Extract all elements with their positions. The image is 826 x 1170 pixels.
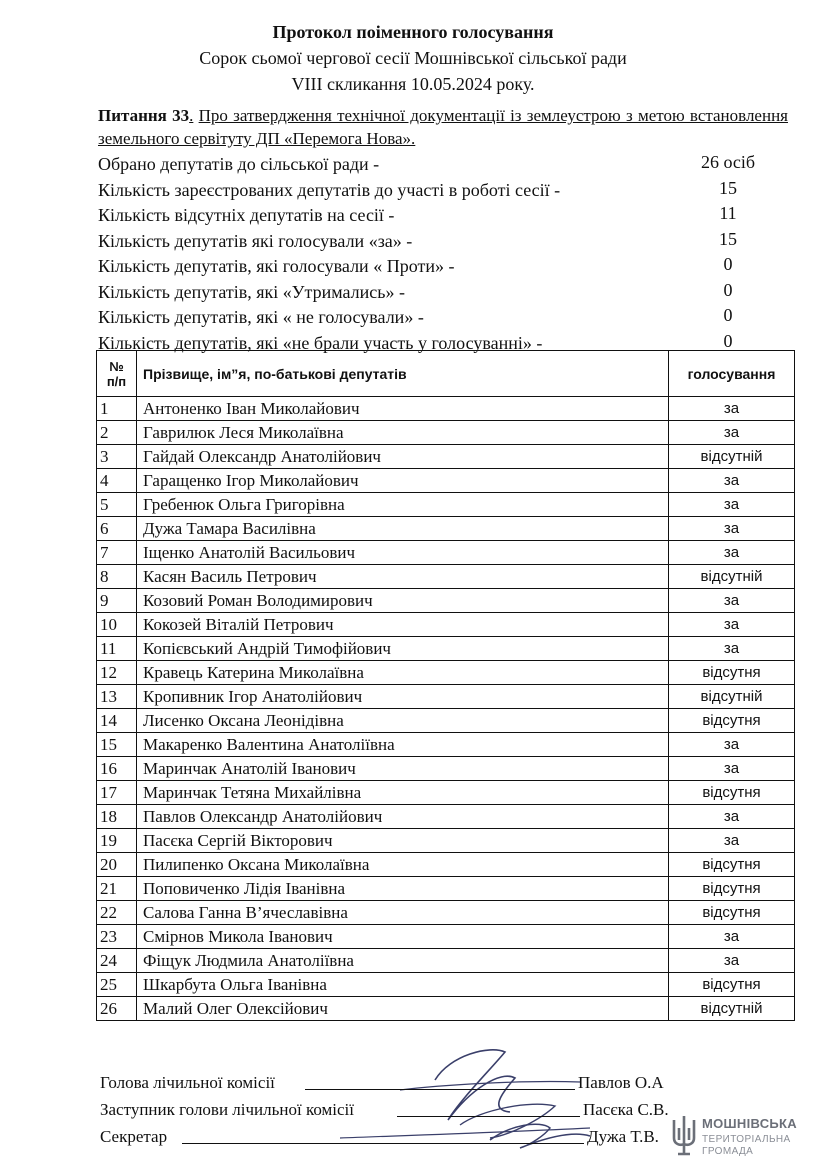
vote-result: відсутня	[669, 901, 795, 925]
row-number: 21	[97, 877, 137, 901]
stat-label: Кількість депутатів які голосували «за» -	[98, 230, 413, 251]
row-number: 11	[97, 637, 137, 661]
deputy-name: Гаврилюк Леся Миколаївна	[137, 421, 669, 445]
signature-row	[100, 1100, 700, 1127]
stat-value: 0	[723, 254, 733, 274]
vote-result: за	[669, 397, 795, 421]
row-number: 23	[97, 925, 137, 949]
vote-result: відсутня	[669, 973, 795, 997]
vote-result: за	[669, 517, 795, 541]
vote-result: відсутній	[669, 565, 795, 589]
deputy-name: Макаренко Валентина Анатоліївна	[137, 733, 669, 757]
row-number: 4	[97, 469, 137, 493]
deputy-name: Лисенко Оксана Леонідівна	[137, 709, 669, 733]
stat-value: 15	[719, 228, 737, 249]
stat-row	[98, 178, 788, 204]
row-number: 20	[97, 853, 137, 877]
deputy-name: Копієвський Андрій Тимофійович	[137, 637, 669, 661]
vote-result: за	[669, 757, 795, 781]
session-subtitle: Сорок сьомої чергової сесії Мошнівської сільської ради	[199, 48, 627, 68]
deputy-name: Антоненко Іван Миколайович	[137, 397, 669, 421]
signature-row	[100, 1073, 700, 1100]
table-row	[97, 757, 795, 781]
table-row	[97, 637, 795, 661]
row-number: 3	[97, 445, 137, 469]
row-number: 6	[97, 517, 137, 541]
stat-value: 0	[723, 330, 733, 351]
vote-result: за	[669, 589, 795, 613]
table-row	[97, 493, 795, 517]
vote-result: за	[669, 733, 795, 757]
vote-result: за	[669, 805, 795, 829]
vote-result: відсутня	[669, 709, 795, 733]
vote-result: відсутній	[669, 997, 795, 1021]
vote-result: за	[669, 421, 795, 445]
table-row	[97, 829, 795, 853]
stat-value: 15	[719, 177, 737, 198]
row-number: 9	[97, 589, 137, 613]
table-row	[97, 781, 795, 805]
stat-label: Обрано депутатів до сільської ради -	[98, 154, 380, 174]
table-row	[97, 565, 795, 589]
row-number: 12	[97, 661, 137, 685]
stat-value: 11	[719, 203, 737, 223]
row-number: 16	[97, 757, 137, 781]
row-number: 1	[97, 397, 137, 421]
row-number: 24	[97, 949, 137, 973]
deputy-name: Кокозей Віталій Петрович	[137, 613, 669, 637]
stat-row	[98, 203, 788, 229]
deputy-name: Іщенко Анатолій Васильович	[137, 541, 669, 565]
deputy-name: Павлов Олександр Анатолійович	[137, 805, 669, 829]
table-body	[97, 397, 795, 1021]
table-row	[97, 661, 795, 685]
vote-result: відсутня	[669, 661, 795, 685]
deputy-name: Маринчак Анатолій Іванович	[137, 757, 669, 781]
stat-row	[98, 280, 788, 306]
vote-result: відсутній	[669, 445, 795, 469]
signatures-block	[100, 1073, 700, 1154]
row-number: 17	[97, 781, 137, 805]
agenda-question	[98, 104, 788, 150]
table-row	[97, 397, 795, 421]
stat-label: Кількість депутатів, які «Утримались» -	[98, 281, 405, 302]
deputy-name: Малий Олег Олексійович	[137, 997, 669, 1021]
column-header-name: Прізвище, ім”я, по-батькові депутатів	[137, 351, 669, 397]
vote-result: відсутня	[669, 853, 795, 877]
convocation-date: VIII скликання 10.05.2024 року.	[291, 74, 535, 94]
vote-result: за	[669, 949, 795, 973]
deputy-name: Салова Ганна В’ячеславівна	[137, 901, 669, 925]
signature-role: Голова лічильної комісії	[100, 1073, 275, 1092]
deputy-name: Кравець Катерина Миколаївна	[137, 661, 669, 685]
watermark-subtitle: ТЕРИТОРІАЛЬНА	[702, 1134, 791, 1145]
deputy-name: Дужа Тамара Василівна	[137, 517, 669, 541]
deputy-name: Гайдай Олександр Анатолійович	[137, 445, 669, 469]
vote-result: за	[669, 829, 795, 853]
signature-name: Павлов О.А	[578, 1073, 664, 1092]
table-row	[97, 997, 795, 1021]
vote-result: за	[669, 493, 795, 517]
watermark-title: МОШНІВСЬКА	[702, 1116, 797, 1131]
vote-result: відсутній	[669, 685, 795, 709]
stat-row	[98, 152, 788, 178]
row-number: 10	[97, 613, 137, 637]
row-number: 25	[97, 973, 137, 997]
table-row	[97, 901, 795, 925]
deputy-name: Поповиченко Лідія Іванівна	[137, 877, 669, 901]
signature-line	[182, 1143, 584, 1144]
row-number: 15	[97, 733, 137, 757]
stat-label: Кількість депутатів, які «не брали участь у голосуванні» -	[98, 332, 543, 353]
signature-line	[397, 1116, 580, 1117]
table-row	[97, 949, 795, 973]
table-row	[97, 853, 795, 877]
stat-value: 26 осіб	[700, 152, 756, 172]
row-number: 5	[97, 493, 137, 517]
table-row	[97, 613, 795, 637]
signature-name: Пасєка С.В.	[583, 1100, 669, 1119]
column-header-number: № п/п	[97, 351, 137, 397]
question-number: Питання 33	[98, 106, 190, 125]
question-dot: .	[189, 106, 194, 125]
deputy-name: Гребенюк Ольга Григорівна	[137, 493, 669, 517]
table-header-row	[97, 351, 795, 397]
stat-row	[98, 305, 788, 331]
table-row	[97, 877, 795, 901]
stat-label: Кількість депутатів, які « не голосували» -	[98, 307, 424, 327]
table-row	[97, 973, 795, 997]
community-logo	[668, 1112, 818, 1162]
row-number: 19	[97, 829, 137, 853]
table-row	[97, 421, 795, 445]
signature-name: Дужа Т.В.	[587, 1127, 659, 1146]
table-row	[97, 709, 795, 733]
stat-value: 0	[723, 305, 733, 325]
row-number: 26	[97, 997, 137, 1021]
row-number: 14	[97, 709, 137, 733]
vote-result: відсутня	[669, 877, 795, 901]
signature-line	[305, 1089, 575, 1090]
document-title: Протокол поіменного голосування	[272, 22, 554, 42]
row-number: 8	[97, 565, 137, 589]
vote-result: за	[669, 541, 795, 565]
deputy-name: Фіщук Людмила Анатоліївна	[137, 949, 669, 973]
signature-row	[100, 1127, 700, 1154]
row-number: 7	[97, 541, 137, 565]
vote-result: відсутня	[669, 781, 795, 805]
table-row	[97, 517, 795, 541]
question-text: Про затвердження технічної документації із землеустрою з метою встановлення земельного сервітуту ДП «Перемога Нова».	[98, 106, 788, 148]
column-header-vote: голосування	[669, 351, 795, 397]
stat-row	[98, 229, 788, 255]
table-row	[97, 469, 795, 493]
deputy-name: Пасєка Сергій Вікторович	[137, 829, 669, 853]
deputy-name: Кропивник Ігор Анатолійович	[137, 685, 669, 709]
table-row	[97, 445, 795, 469]
row-number: 13	[97, 685, 137, 709]
vote-result: за	[669, 613, 795, 637]
vote-statistics	[98, 152, 788, 356]
row-number: 18	[97, 805, 137, 829]
deputy-name: Смірнов Микола Іванович	[137, 925, 669, 949]
deputy-name: Козовий Роман Володимирович	[137, 589, 669, 613]
signature-role: Секретар	[100, 1127, 168, 1146]
row-number: 2	[97, 421, 137, 445]
vote-result: за	[669, 469, 795, 493]
table-row	[97, 805, 795, 829]
signature-role: Заступник голови лічильної комісії	[100, 1100, 355, 1119]
stat-label: Кількість зареєстрованих депутатів до участі в роботі сесії -	[98, 179, 561, 200]
table-row	[97, 541, 795, 565]
deputy-name: Пилипенко Оксана Миколаївна	[137, 853, 669, 877]
stat-value: 0	[723, 279, 733, 300]
table-row	[97, 733, 795, 757]
deputy-name: Касян Василь Петрович	[137, 565, 669, 589]
deputy-name: Шкарбута Ольга Іванівна	[137, 973, 669, 997]
vote-result: за	[669, 925, 795, 949]
deputy-name: Гаращенко Ігор Миколайович	[137, 469, 669, 493]
stat-label: Кількість депутатів, які голосували « Проти» -	[98, 256, 455, 276]
roll-call-table	[96, 350, 794, 1021]
table-row	[97, 685, 795, 709]
vote-result: за	[669, 637, 795, 661]
table-row	[97, 925, 795, 949]
watermark-subtitle: ГРОМАДА	[702, 1146, 754, 1157]
trident-icon	[670, 1114, 698, 1158]
table-row	[97, 589, 795, 613]
stat-label: Кількість відсутніх депутатів на сесії -	[98, 205, 395, 225]
row-number: 22	[97, 901, 137, 925]
stat-row	[98, 254, 788, 280]
deputy-name: Маринчак Тетяна Михайлівна	[137, 781, 669, 805]
